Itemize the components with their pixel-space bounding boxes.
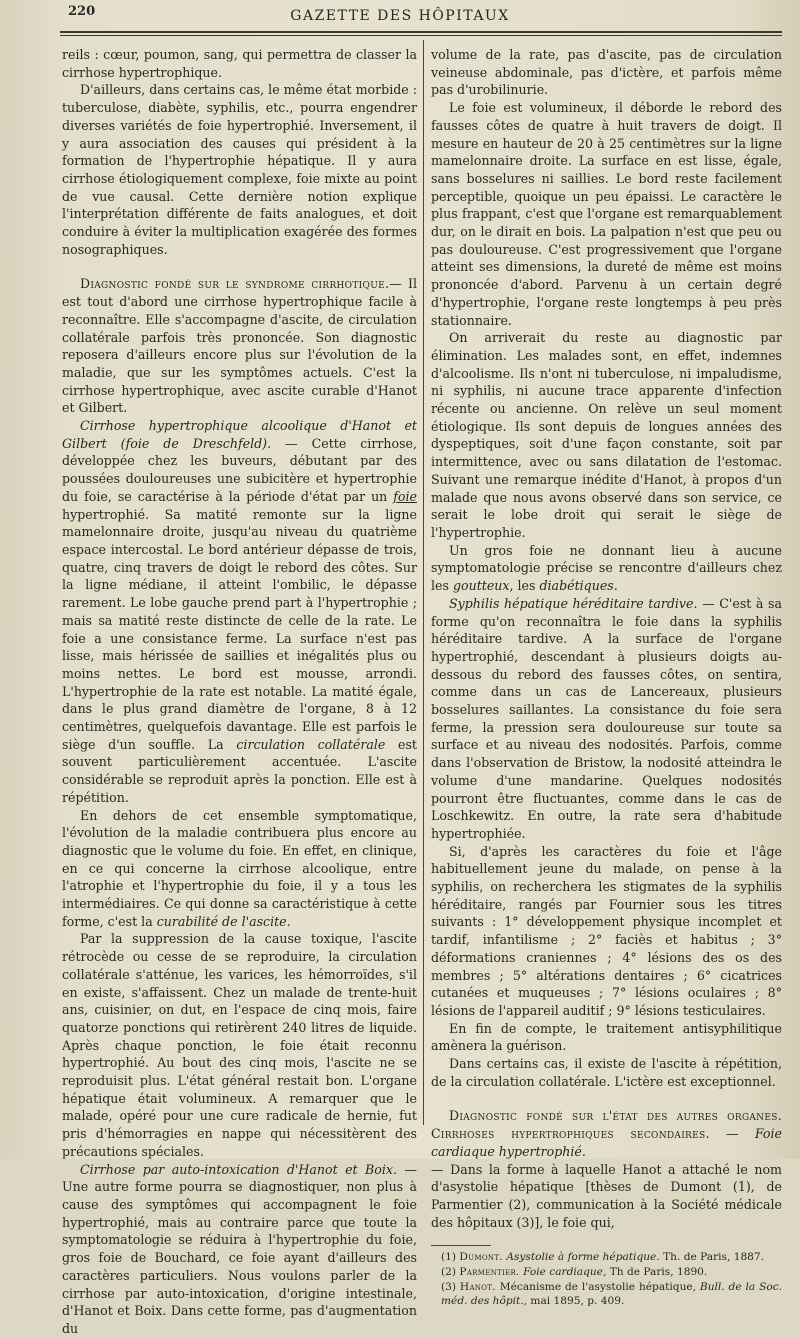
footnote-details: mai 1895, p. 409. bbox=[527, 1295, 625, 1308]
emphasis: goutteux bbox=[452, 578, 510, 594]
paragraph-text: — Dans la forme à laquelle Hanot a attaché le nom d'asystolie hépatique [thèses de Dumont (1), de Parmentier (2), communication à la Société médicale des hôpitaux (3)], le foie qui, bbox=[431, 1161, 782, 1230]
footnote-title: Asystolie à forme hépatique. bbox=[506, 1251, 660, 1264]
footnote-number: (2) bbox=[441, 1266, 457, 1278]
paragraph: D'ailleurs, dans certains cas, le même état morbide : tuberculose, diabète, syphilis, etc., pourra engendrer diverses variétés de foie hypertrophié. Inversement, il y aura association des causes qui président à la formation de l'hypertrophie hépatique. Il y aura cirrhose étiologiquement complexe, foie mixte au point de vue causal. Cette dernière notion explique l'interprétation différente de faits analogues, et doit conduire à éviter la multiplication exagérée des formes nosographiques. bbox=[62, 82, 417, 257]
subsection-heading: Foie cardiaque hypertrophié. bbox=[431, 1126, 782, 1159]
paragraph: Dans certains cas, il existe de l'ascite à répétition, de la circulation collatérale. L'ictère est exceptionnel. bbox=[431, 1056, 782, 1089]
subsection-heading: Syphilis hépatique héréditaire tardive. bbox=[449, 595, 698, 611]
paragraph bbox=[62, 807, 417, 931]
paragraph-text: En dehors de cet ensemble symptomatique, l'évolution de la maladie contribuera plus encore au diagnostic que le volume du foie. En effet, en clinique, en ce qui concerne la cirrhose alcoolique, entre l'atrophie et l'hypertrophie du foie, il y a tous les intermédiaires. Ce qui donne sa caractéristique à cette forme, c'est la bbox=[62, 807, 417, 929]
paragraph-text: — Il est tout d'abord une cirrhose hypertrophique facile à reconnaître. Elle s'accompagne d'ascite, de circulation collatérale parfois très prononcée. Son diagnostic reposera d'ailleurs encore plus sur l'évolution de la maladie, que sur les symptômes actuels. C'est la cirrhose hypertrophique, avec ascite curable d'Hanot et Gilbert. bbox=[62, 276, 417, 416]
page-number: 220 bbox=[68, 4, 96, 19]
paragraph-text: hypertrophié. Sa matité remonte sur la ligne mamelonnaire droite, jusqu'au niveau du quatrième espace intercostal. Le bord antérieur dépasse de trois, quatre, cinq travers de doigt le rebord des côtes. Sur la ligne médiane, il atteint l'ombilic, le dépasse rarement. Le lobe gauche prend part à l'hypertrophie ; mais sa matité reste distincte de celle de la rate. Le foie a une consistance ferme. La surface n'est pas lisse, mais hérissée de saillies et inégalités plus ou moins nettes. Le bord est mousse, arrondi. L'hypertrophie de la rate est notable. La matité égale, dans le plus grand diamètre de l'organe, 8 à 12 centimètres, quelquefois davantage. Elle est parfois le siège d'un souffle. La bbox=[62, 506, 417, 752]
paragraph: Par la suppression de la cause toxique, l'ascite rétrocède ou cesse de se reproduire, la circulation collatérale s'atténue, les varices, les hémorroïdes, s'il en existe, s'affaissent. Chez un malade de trente-huit ans, cuisinier, on dut, en l'espace de cinq mois, faire quatorze ponctions qui retirèrent 240 litres de liquide. Après chaque ponction, le foie était reconnu hypertrophié. Au bout des cinq mois, l'ascite ne se reproduisit plus. L'état général restait bon. L'organe hépatique était volumineux. A remarquer que le malade, opéré pour une cure radicale de hernie, fut pris d'hémorragies en nappe qui nécessitèrent des précautions spéciales. bbox=[62, 931, 417, 1159]
left-column bbox=[62, 46, 417, 1338]
footnote-details: Th de Paris, 1890. bbox=[606, 1266, 708, 1278]
paragraph: Diagnostic fondé sur l'état des autres organes. Cirrhoses hypertrophiques secondaires. — Foie cardiaque hypertrophié. — Dans la forme à laquelle Hanot a attaché le nom d'asystolie hépatique [thèses de Dumont (1), de Parmentier (2), communication à la Société médicale des hôpitaux (3)], le foie qui, bbox=[431, 1108, 782, 1230]
paragraph: Si, d'après les caractères du foie et l'âge habituellement jeune du malade, on pense à la syphilis, on recherchera les stigmates de la syphilis héréditaire, rangés par Fournier sous les titres suivants : 1° développement physique incomplet et tardif, infantilisme ; 2° faciès et habitus ; 3° déformations craniennes ; 4° lésions des os des membres ; 5° altérations dentaires ; 6° cicatrices cutanées et muqueuses ; 7° lésions oculaires ; 8° lésions de l'appareil auditif ; 9° lésions testiculaires. bbox=[431, 843, 782, 1018]
right-column bbox=[431, 46, 782, 1309]
emphasis: circulation collatérale bbox=[236, 736, 386, 752]
footnote-author: Hanot. bbox=[459, 1280, 496, 1293]
section-heading: Diagnostic fondé sur l'état des autres organes. Cirrhoses hypertrophiques secondaires. bbox=[431, 1108, 782, 1142]
footnote-author: Dumont. bbox=[459, 1251, 503, 1264]
paragraph bbox=[62, 1161, 417, 1338]
subsection-heading: Cirrhose hypertrophique alcoolique d'Hanot et Gilbert (foie de Dreschfeld). bbox=[62, 418, 417, 451]
footnote-journal: Bull. de la Soc. méd. des hôpit., bbox=[441, 1280, 783, 1308]
paragraph: En fin de compte, le traitement antisyphilitique amènera la guérison. bbox=[431, 1020, 782, 1054]
header-rule-thin bbox=[60, 35, 782, 36]
section-heading: Diagnostic fondé sur le syndrome cirrhotique. bbox=[80, 276, 390, 292]
footnote-rule bbox=[431, 1245, 491, 1246]
paragraph-text: est souvent particulièrement accentuée. L'ascite considérable se reproduit après la ponction. Elle est à répétition. bbox=[62, 736, 417, 805]
paragraph-text: Un gros foie ne donnant lieu à aucune symptomatologie précise se rencontre d'ailleurs chez les bbox=[431, 542, 782, 594]
paragraph-text: — Une autre forme pourra se diagnostiquer, non plus à cause des symptômes qui accompagnent le foie hypertrophié, mais au contraire parce que toute la symptomatologie se réduira à l'hypertrophie du foie, gros foie de Bouchard, ce foie ayant d'ailleurs des caractères particuliers. Nous voulons parler de la cirrhose par auto-intoxication, d'origine intestinale, d'Hanot et Boix. Dans cette forme, pas d'augmentation du bbox=[62, 1161, 417, 1336]
paragraph bbox=[431, 542, 782, 595]
paragraph: volume de la rate, pas d'ascite, pas de circulation veineuse abdominale, pas d'ictère, et parfois même pas d'urobilinurie. bbox=[431, 47, 782, 98]
footnote-author: Parmentier. bbox=[459, 1266, 520, 1278]
paragraph: Le foie est volumineux, il déborde le rebord des fausses côtes de quatre à huit travers de doigt. Il mesure en hauteur de 20 à 25 centimètres sur la ligne mamelonnaire droite. La surface en est lisse, égale, sans bosselures ni saillies. Le bord reste facilement perceptible, quoique un peu épaissi. Le caractère le plus frappant, c'est que l'organe est remarquablement dur, on le dirait en bois. La palpation n'est que peu ou pas douloureuse. C'est progressivement que l'organe atteint ses dimensions, la dureté de même est moins prononcée d'abord. Parvenu à un certain degré d'hypertrophie, l'organe reste longtemps à peu près stationnaire. bbox=[431, 100, 782, 328]
footnotes bbox=[431, 1250, 782, 1308]
subsection-heading: Cirrhose par auto-intoxication d'Hanot et Boix. bbox=[80, 1161, 397, 1177]
journal-title: GAZETTE DES HÔPITAUX bbox=[290, 8, 510, 24]
running-head bbox=[0, 0, 800, 38]
paragraph bbox=[62, 417, 417, 806]
paragraph bbox=[62, 275, 417, 417]
paragraph bbox=[431, 595, 782, 843]
footnote-details: Th. de Paris, 1887. bbox=[659, 1251, 765, 1264]
paragraph-text: . bbox=[613, 578, 618, 594]
footnote-number: (3) bbox=[441, 1280, 457, 1293]
footnote bbox=[431, 1250, 782, 1265]
header-rule bbox=[60, 31, 782, 33]
emphasis: foie bbox=[393, 488, 417, 504]
paragraph: On arriverait du reste au diagnostic par élimination. Les malades sont, en effet, indemnes d'alcoolisme. Ils n'ont ni tuberculose, ni impaludisme, ni syphilis, ni aucune trace apparente d'infection récente ou ancienne. On relève un seul moment étiologique. Ils sont depuis de longues années des dyspeptiques, soit d'une façon constante, soit par intermittence, avec ou sans dilatation de l'estomac. Suivant une remarque inédite d'Hanot, à propos d'un malade que nous avons observé dans son service, ce serait le lobe droit qui serait le siège de l'hypertrophie. bbox=[431, 330, 782, 540]
footnote bbox=[431, 1280, 782, 1309]
paragraph-text: — C'est à sa forme qu'on reconnaîtra le foie dans la syphilis héréditaire tardive. A la surface de l'organe hypertrophié, descendant à plusieurs doigts au-dessous du rebord des fausses côtes, on sentira, comme dans un cas de Lancereaux, plusieurs bosselures saillantes. La consistance du foie sera ferme, la pression sera douloureuse sur toute sa surface et au niveau des nodosités. Parfois, comme dans l'observation de Bristow, la nodosité atteindra le volume d'une mandarine. Quelques nodosités pourront être fluctuantes, comme dans le cas de Loschkewitz. En outre, la rate sera d'habitude hypertrophiée. bbox=[431, 595, 782, 841]
paragraph-text: , les bbox=[509, 578, 540, 594]
footnote bbox=[431, 1265, 782, 1280]
paragraph-text: — Cette cirrhose, développée chez les buveurs, débutant par des poussées douloureuses une subicitère et hypertrophie du foie, se caractérise à la période d'état par un bbox=[62, 435, 417, 504]
column-divider bbox=[423, 40, 424, 1125]
footnote-number: (1) bbox=[441, 1251, 457, 1264]
paragraph: reils : cœur, poumon, sang, qui permettra de classer la cirrhose hypertrophique. bbox=[62, 47, 417, 80]
footnote-title: Foie cardiaque, bbox=[523, 1266, 607, 1278]
emphasis: diabétiques bbox=[539, 578, 614, 594]
footnote-title: Mécanisme de l'asystolie hépatique, bbox=[495, 1280, 700, 1293]
emphasis: curabilité de l'ascite. bbox=[156, 913, 291, 929]
